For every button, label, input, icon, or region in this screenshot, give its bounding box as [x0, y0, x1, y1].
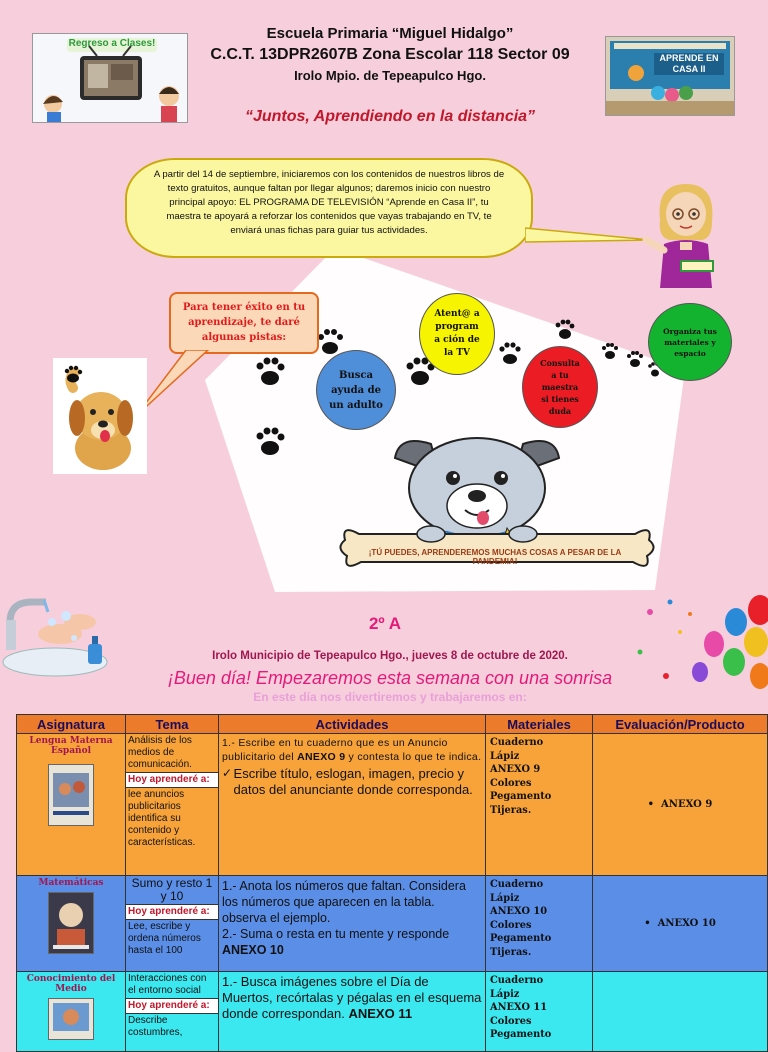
activity-text: 2.- Suma o resta en tu mente y responde — [222, 927, 450, 941]
date-line: Irolo Municipio de Tepeapulco Hgo., jueves 8 de octubre de 2020. — [212, 650, 568, 662]
subject-cell — [17, 734, 126, 876]
table-row — [17, 876, 768, 972]
teacher-speech-bubble — [125, 158, 533, 258]
material-item: ANEXO 9 — [490, 764, 541, 775]
learn-text: Describe costumbres, — [128, 1015, 183, 1038]
teacher-illustration — [642, 180, 728, 288]
table-row — [17, 972, 768, 1052]
subject-cell — [17, 972, 126, 1052]
column-header: Materiales — [486, 715, 593, 734]
tip-ask-teacher — [522, 346, 598, 428]
sub-greeting: En este día nos divertiremos y trabajaremos en: — [253, 690, 527, 704]
learn-text: Lee, escribe y ordena números hasta el 100 — [128, 921, 201, 956]
tips-speech-bubble — [169, 292, 319, 354]
material-item: Tijeras. — [490, 946, 532, 958]
material-item: ANEXO 11 — [490, 1002, 548, 1013]
bullet-icon: • — [644, 918, 651, 929]
evaluation-cell — [593, 876, 768, 972]
greeting: ¡Buen día! Empezaremos esta semana con una sonrisa — [167, 668, 613, 688]
material-item: Pegamento — [490, 1029, 552, 1040]
banner-title: Regreso a Clases! — [68, 38, 156, 49]
dog-with-bone-illustration — [335, 430, 660, 590]
evaluation-cell — [593, 734, 768, 876]
material-item: Cuaderno — [490, 737, 544, 748]
tema-cell — [126, 734, 219, 876]
encouragement-text: ¡TÚ PUEDES, APRENDEREMOS MUCHAS COSAS A PESAR DE LA PANDEMIA! — [368, 548, 622, 566]
materials-cell — [486, 972, 593, 1052]
learn-label: Hoy aprenderé a: — [126, 904, 218, 920]
activities-cell — [219, 972, 486, 1052]
speech-bubble-tail — [525, 220, 655, 250]
material-item: Tijeras. — [490, 804, 532, 816]
annex-ref: ANEXO 10 — [222, 943, 284, 957]
motto: “Juntos, Aprendiendo en la distancia” — [244, 108, 536, 125]
banner-title: APRENDE EN CASA II — [659, 53, 719, 74]
tip-organize — [648, 303, 732, 381]
table-row — [17, 734, 768, 876]
tema-text: Análisis de los medios de comunicación. — [128, 735, 192, 770]
textbook-cover — [48, 892, 94, 954]
tema-cell — [126, 972, 219, 1052]
school-cct: C.C.T. 13DPR2607B Zona Escolar 118 Sector 09 — [210, 46, 570, 63]
tips-intro: Para tener éxito en tu aprendizaje, te daré algunas pistas: — [182, 302, 306, 343]
grade-label: 2º A — [368, 614, 402, 633]
schedule-table — [16, 714, 768, 1052]
material-item: Colores — [490, 777, 532, 789]
material-item: Lápiz — [490, 892, 520, 904]
column-header: Asignatura — [17, 715, 126, 734]
tip-text: Busca ayuda de un adulto — [329, 369, 383, 411]
material-item: Pegamento — [490, 933, 552, 944]
learn-label: Hoy aprenderé a: — [126, 998, 218, 1014]
tema-cell — [126, 876, 219, 972]
table-header-row — [17, 715, 768, 734]
evaluation-text: ANEXO 9 — [661, 799, 713, 810]
material-item: ANEXO 10 — [490, 906, 548, 917]
subject-name: Lengua Materna Español — [29, 736, 113, 756]
column-header: Actividades — [219, 715, 486, 734]
activity-text: y contesta lo que te indica. — [345, 751, 482, 763]
subject-name: Conocimiento del Medio — [26, 974, 116, 994]
learn-text: lee anuncios publicitarios identifica su contenido y características. — [128, 789, 196, 848]
teacher-message: A partir del 14 de septiembre, iniciaremos con los contenidos de nuestros libros de texto gratuitos, aunque faltan por llegar algunos; daremos inicio con nuestro principal apoyo: EL PROGRAMA DE TELEVISIÓN “Aprende en Casa II”, tu maestra te apoyará a reforzar los contenidos que vayas trabajando en TV, te enviará unas fichas para guiar tus actividades. — [153, 169, 505, 236]
material-item: Cuaderno — [490, 879, 544, 890]
material-item: Colores — [490, 919, 532, 931]
column-header: Tema — [126, 715, 219, 734]
tip-text: Consulta a tu maestra si tienes duda — [540, 358, 580, 416]
materials-cell — [486, 734, 593, 876]
check-icon: ✓ — [222, 766, 233, 780]
puppy-illustration — [53, 358, 147, 474]
subject-name: Matemáticas — [38, 878, 104, 888]
tema-text: Interacciones con el entorno social — [128, 973, 207, 996]
annex-ref: ANEXO 11 — [348, 1006, 413, 1021]
tip-text: Atent@ a program a ción de la TV — [434, 309, 480, 358]
tip-text: Organiza tus materiales y espacio — [663, 326, 717, 358]
school-name: Escuela Primaria “Miguel Hidalgo” — [266, 25, 514, 42]
evaluation-cell — [593, 972, 768, 1052]
materials-cell — [486, 876, 593, 972]
material-item: Cuaderno — [490, 975, 544, 986]
tip-tv-program — [419, 293, 495, 375]
handwashing-illustration — [0, 592, 110, 678]
tema-text: Sumo y resto 1 y 10 — [131, 876, 213, 903]
textbook-cover — [48, 764, 94, 826]
material-item: Lápiz — [490, 750, 520, 762]
material-item: Pegamento — [490, 791, 552, 802]
learn-label: Hoy aprenderé a: — [126, 772, 218, 788]
activity-text: Escribe título, eslogan, imagen, precio y datos del anunciante donde corresponda. — [233, 766, 473, 797]
material-item: Colores — [490, 1015, 532, 1027]
tip-adult-help — [316, 350, 396, 430]
evaluation-text: ANEXO 10 — [657, 918, 716, 929]
speech-bubble-tail — [136, 350, 216, 420]
aprende-en-casa-banner — [605, 36, 735, 116]
annex-ref: ANEXO 9 — [297, 751, 346, 763]
activity-text: 1.- Anota los números que faltan. Considera los números que aparecen en la tabla. observa el ejemplo. — [222, 879, 466, 925]
school-location: Irolo Mpio. de Tepeapulco Hgo. — [294, 68, 486, 83]
material-item: Lápiz — [490, 988, 520, 1000]
activities-cell — [219, 876, 486, 972]
column-header: Evaluación/Producto — [593, 715, 768, 734]
activity-text: 1.- Busca imágenes sobre el Día de Muertos, recórtalas y pégalas en el esquema donde correspondan. — [222, 974, 482, 1021]
bullet-icon: • — [647, 799, 655, 810]
subject-cell — [17, 876, 126, 972]
activity-text: 1.- Escribe en tu cuaderno que es un Anuncio publicitario del — [222, 737, 448, 763]
activities-cell — [219, 734, 486, 876]
textbook-cover — [48, 998, 94, 1040]
